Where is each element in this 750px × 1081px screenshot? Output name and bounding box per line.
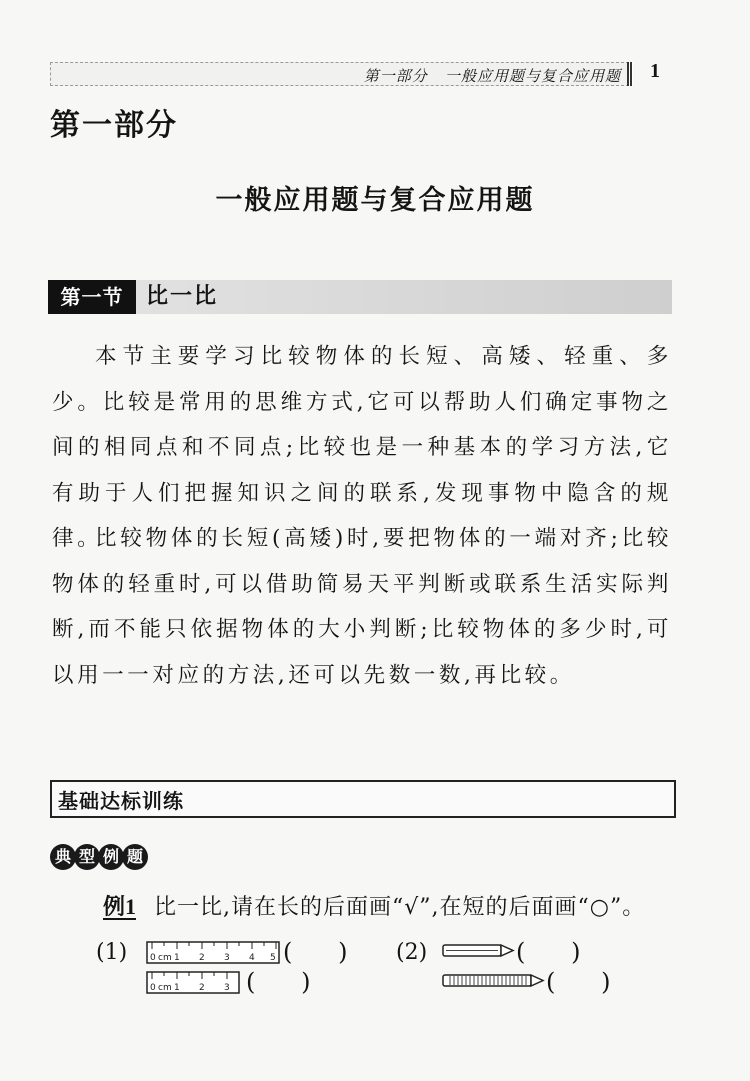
ruler-tick-label: 1 — [174, 953, 180, 963]
ruler-tick-label: 3 — [224, 983, 230, 993]
ruler-tick-label: 0 — [150, 983, 156, 993]
ruler-tick-label: 4 — [249, 953, 255, 963]
badge-char: 例 — [98, 844, 124, 870]
ruler-tick-label: 0 — [150, 953, 156, 963]
badge-char: 题 — [122, 844, 148, 870]
running-header — [50, 62, 629, 86]
long-pencil-icon — [442, 973, 546, 989]
ruler-tick-label: 2 — [199, 953, 205, 963]
running-title: 第一部分 一般应用题与复合应用题 — [363, 67, 621, 85]
page-number: 1 — [650, 60, 660, 82]
example-label: 例1 — [103, 894, 137, 919]
body-paragraph-2 — [52, 516, 672, 698]
ruler-tick-label: 1 — [174, 983, 180, 993]
section-number: 第一节 — [48, 280, 136, 314]
ruler-unit: cm — [158, 983, 172, 993]
short-ruler-icon — [146, 971, 242, 995]
answer-blank-short-ruler[interactable]: ( ) — [246, 968, 311, 996]
section-title: 比一比 — [146, 284, 219, 309]
ruler-tick-label: 3 — [224, 953, 230, 963]
badge-char: 型 — [74, 844, 100, 870]
answer-blank-long-ruler[interactable]: ( ) — [283, 938, 348, 966]
paragraph-text: 本节主要学习比较物体的长短、高矮、轻重、多少。比较是常用的思维方式,它可以帮助人们确定事物之间的相同点和不同点;比较也是一种基本的学习方法,它有助于人们把握知识之间的联系,发现事物中隐含的规律。 — [52, 344, 672, 551]
short-pencil-icon — [442, 943, 516, 959]
ruler-unit: cm — [158, 953, 172, 963]
ruler-tick-label: 2 — [199, 983, 205, 993]
badge-char: 典 — [50, 844, 76, 870]
example-badges — [50, 844, 146, 870]
example-1 — [103, 890, 645, 921]
header-stripe-decoration — [627, 62, 633, 86]
answer-blank-long-pencil[interactable]: ( ) — [546, 968, 611, 996]
question-2-label: (2) — [396, 940, 428, 965]
ruler-tick-label: 5 — [270, 953, 276, 963]
example-text: 比一比,请在长的后面画“√”,在短的后面画“○”。 — [154, 895, 646, 920]
long-ruler-icon — [146, 941, 282, 965]
training-box-title: 基础达标训练 — [58, 789, 184, 813]
training-box — [50, 780, 676, 818]
question-1-label: (1) — [96, 940, 128, 965]
section-heading — [48, 280, 672, 314]
answer-blank-short-pencil[interactable]: ( ) — [516, 938, 581, 966]
paragraph-text: 比较物体的长短(高矮)时,要把物体的一端对齐;比较物体的轻重时,可以借助简易天平判断或联系生活实际判断,而不能只依据物体的大小判断;比较物体的多少时,可以用一一对应的方法,还可以先数一数,再比较。 — [52, 526, 672, 688]
part-title: 第一部分 — [50, 108, 178, 143]
chapter-title: 一般应用题与复合应用题 — [215, 185, 535, 216]
